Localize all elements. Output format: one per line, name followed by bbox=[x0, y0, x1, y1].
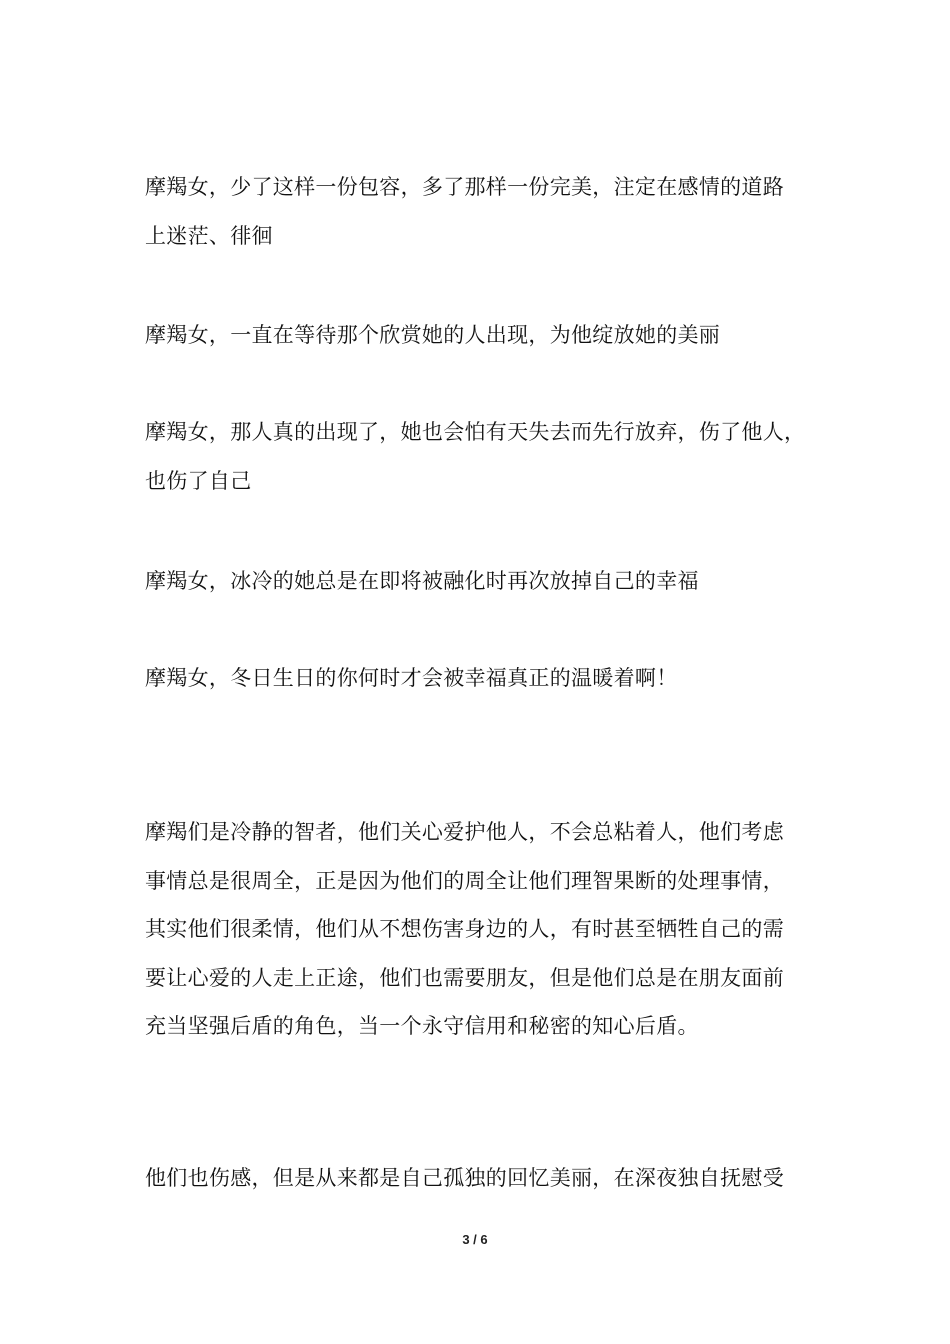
paragraph-line: 上迷茫、徘徊 bbox=[145, 223, 273, 248]
paragraph-6 bbox=[145, 808, 810, 1051]
paragraph-1 bbox=[145, 163, 810, 260]
paragraph-line: 摩羯女，少了这样一份包容，多了那样一份完美，注定在感情的道路 bbox=[145, 175, 784, 199]
page-number: 3 / 6 bbox=[462, 1232, 488, 1247]
paragraph-line: 也伤了自己 bbox=[145, 468, 252, 493]
paragraph-line: 充当坚强后盾的角色，当一个永守信用和秘密的知心后盾。 bbox=[145, 1014, 699, 1038]
paragraph-3 bbox=[145, 408, 810, 505]
paragraph-line: 要让心爱的人走上正途，他们也需要朋友，但是他们总是在朋友面前 bbox=[145, 965, 784, 990]
paragraph-line: 他们也伤感，但是从来都是自己孤独的回忆美丽，在深夜独自抚慰受 bbox=[145, 1166, 784, 1190]
paragraph-line: 摩羯们是冷静的智者，他们关心爱护他人，不会总粘着人，他们考虑 bbox=[145, 820, 784, 844]
paragraph-5 bbox=[145, 654, 810, 703]
paragraph-line: 摩羯女，冰冷的她总是在即将被融化时再次放掉自己的幸福 bbox=[145, 569, 699, 593]
paragraph-7 bbox=[145, 1154, 810, 1203]
paragraph-2 bbox=[145, 311, 810, 360]
paragraph-line: 摩羯女，冬日生日的你何时才会被幸福真正的温暖着啊！ bbox=[145, 666, 678, 690]
paragraph-line: 事情总是很周全，正是因为他们的周全让他们理智果断的处理事情， bbox=[145, 868, 784, 893]
paragraph-line: 摩羯女，一直在等待那个欣赏她的人出现，为他绽放她的美丽 bbox=[145, 323, 721, 347]
paragraph-line: 摩羯女，那人真的出现了，她也会怕有天失去而先行放弃，伤了他人， bbox=[145, 420, 806, 444]
paragraph-4 bbox=[145, 557, 810, 606]
paragraph-line: 其实他们很柔情，他们从不想伤害身边的人，有时甚至牺牲自己的需 bbox=[145, 917, 784, 941]
